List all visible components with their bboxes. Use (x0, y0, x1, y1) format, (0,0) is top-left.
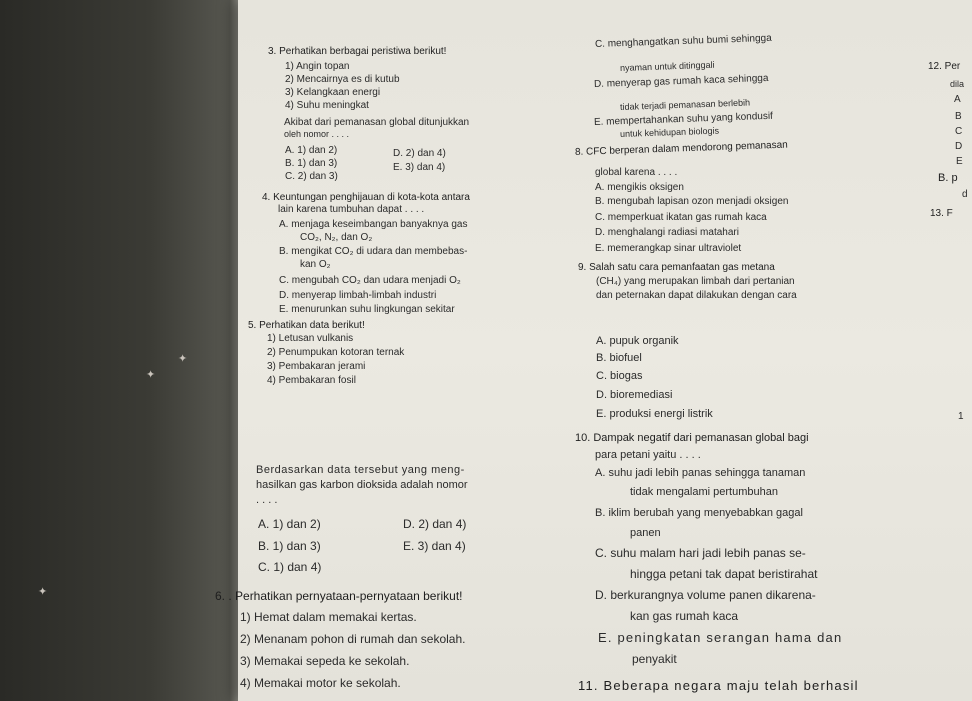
q12-stem: 12. Per (928, 61, 961, 72)
q3-item-1: 1) Angin topan (285, 61, 350, 72)
q3-option-b[interactable]: B. 1) dan 3) (285, 158, 338, 169)
q8-stem-1: 8. CFC berperan dalam mendorong pemanasan (574, 139, 788, 158)
q10-option-d-1[interactable]: D. berkurangnya volume panen dikarena- (595, 588, 816, 602)
q10-option-a-1[interactable]: A. suhu jadi lebih panas sehingga tanaman (595, 467, 806, 479)
q5-item-3: 3) Pembakaran jerami (267, 361, 366, 372)
q8-stem-2: global karena . . . . (595, 167, 678, 178)
q9-option-b[interactable]: B. biofuel (596, 352, 642, 364)
q10-option-b-1[interactable]: B. iklim berubah yang menyebabkan gagal (595, 507, 803, 519)
q9-stem-2: (CH₄) yang merupakan limbah dari pertanian (596, 276, 795, 287)
glare-spot: ✦ (146, 369, 156, 381)
q5-option-a[interactable]: A. 1) dan 2) (258, 517, 321, 531)
q8-option-b[interactable]: B. mengubah lapisan ozon menjadi oksigen (595, 196, 789, 207)
q8-option-a[interactable]: A. mengikis oksigen (595, 182, 684, 193)
q3-tail-1: Akibat dari pemanasan global ditunjukkan (284, 117, 470, 128)
q5-option-e[interactable]: E. 3) dan 4) (403, 539, 466, 553)
q3-option-e[interactable]: E. 3) dan 4) (393, 162, 446, 173)
q4-option-a-1[interactable]: A. menjaga keseimbangan banyaknya gas (279, 219, 468, 230)
q10-option-a-2: tidak mengalami pertumbuhan (630, 486, 778, 498)
q7-option-e-2: untuk kehidupan biologis (619, 125, 720, 139)
q7-option-e-1[interactable]: E. mempertahankan suhu yang kondusif (593, 110, 774, 128)
q12-option-c: C (955, 126, 963, 137)
q6-item-2: 2) Menanam pohon di rumah dan sekolah. (240, 632, 466, 646)
q12-option-e: E (956, 156, 963, 167)
q4-option-c[interactable]: C. mengubah CO₂ dan udara menjadi O₂ (279, 275, 461, 286)
q5-option-d[interactable]: D. 2) dan 4) (403, 517, 467, 531)
q10-option-e-1[interactable]: E. peningkatan serangan hama dan (598, 630, 843, 645)
q3-item-4: 4) Suhu meningkat (285, 100, 369, 111)
q12-option-d: D (955, 141, 963, 152)
q10-option-e-2: penyakit (632, 652, 677, 666)
q7-option-c-1[interactable]: C. menghangatkan suhu bumi sehingga (594, 32, 772, 50)
q11-stem: 11. Beberapa negara maju telah berhasil (578, 678, 859, 693)
q7-option-d-1[interactable]: D. menyerap gas rumah kaca sehingga (593, 72, 769, 90)
q4-option-e[interactable]: E. menurunkan suhu lingkungan sekitar (279, 304, 455, 315)
glare-spot: ✦ (38, 586, 48, 598)
q3-item-2: 2) Mencairnya es di kutub (285, 74, 400, 85)
q5-item-1: 1) Letusan vulkanis (267, 333, 354, 344)
q5-tail-3: . . . . (256, 494, 278, 506)
q5-option-b[interactable]: B. 1) dan 3) (258, 539, 321, 553)
q3-option-a[interactable]: A. 1) dan 2) (285, 145, 338, 156)
q7-option-c-2: nyaman untuk ditinggali (619, 59, 715, 73)
q6-item-3: 3) Memakai sepeda ke sekolah. (240, 654, 410, 668)
q3-option-d[interactable]: D. 2) dan 4) (393, 148, 446, 159)
q6-item-1: 1) Hemat dalam memakai kertas. (240, 610, 417, 624)
q3-option-c[interactable]: C. 2) dan 3) (285, 171, 338, 182)
q9-stem-3: dan peternakan dapat dilakukan dengan cara (596, 290, 797, 301)
col3-option-b: B. p (938, 172, 958, 184)
q9-option-d[interactable]: D. bioremediasi (596, 389, 673, 401)
col3-fragment: d (962, 189, 968, 200)
q8-option-d[interactable]: D. menghalangi radiasi matahari (595, 227, 739, 238)
q5-tail-1: Berdasarkan data tersebut yang meng- (256, 464, 465, 476)
q5-stem: 5. Perhatikan data berikut! (248, 320, 365, 331)
q7-option-d-2: tidak terjadi pemanasan berlebih (619, 97, 751, 112)
q6-stem: 6. . Perhatikan pernyataan-pernyataan berikut! (215, 589, 463, 603)
q5-option-c[interactable]: C. 1) dan 4) (258, 560, 322, 574)
q10-stem-1: 10. Dampak negatif dari pemanasan global bagi (575, 432, 809, 444)
q4-option-b-2: kan O₂ (300, 259, 331, 270)
q10-option-d-2: kan gas rumah kaca (630, 609, 739, 623)
glare-spot: ✦ (178, 353, 188, 365)
q3-stem: 3. Perhatikan berbagai peristiwa berikut! (268, 46, 447, 57)
q3-tail-2: oleh nomor . . . . (284, 129, 350, 139)
q9-stem-1: 9. Salah satu cara pemanfaatan gas metana (578, 262, 775, 273)
q3-item-3: 3) Kelangkaan energi (285, 87, 381, 98)
q9-option-c[interactable]: C. biogas (596, 370, 643, 382)
q4-option-d[interactable]: D. menyerap limbah-limbah industri (279, 290, 437, 301)
col3-fragment-2: 1 (958, 411, 964, 422)
q5-item-2: 2) Penumpukan kotoran ternak (267, 347, 405, 358)
q12-stem-2: dila (950, 79, 965, 89)
q4-stem-2: lain karena tumbuhan dapat . . . . (278, 204, 425, 215)
q10-stem-2: para petani yaitu . . . . (595, 449, 701, 461)
q4-stem-1: 4. Keuntungan penghijauan di kota-kota antara (262, 192, 470, 203)
q4-option-a-2: CO₂, N₂, dan O₂ (300, 232, 373, 243)
q8-option-c[interactable]: C. memperkuat ikatan gas rumah kaca (595, 212, 767, 223)
q10-option-c-1[interactable]: C. suhu malam hari jadi lebih panas se- (595, 546, 806, 560)
q9-option-e[interactable]: E. produksi energi listrik (596, 408, 713, 420)
q12-option-b: B (955, 111, 962, 122)
q5-item-4: 4) Pembakaran fosil (267, 375, 356, 386)
q10-option-b-2: panen (630, 527, 661, 539)
q6-item-4: 4) Memakai motor ke sekolah. (240, 676, 401, 690)
q5-tail-2: hasilkan gas karbon dioksida adalah nomor (256, 479, 468, 491)
q12-option-a: A (954, 94, 961, 105)
q13-stem: 13. F (930, 208, 953, 219)
q4-option-b-1[interactable]: B. mengikat CO₂ di udara dan membebas- (279, 246, 468, 257)
q10-option-c-2: hingga petani tak dapat beristirahat (630, 567, 818, 581)
q8-option-e[interactable]: E. memerangkap sinar ultraviolet (595, 243, 742, 254)
q9-option-a[interactable]: A. pupuk organik (596, 335, 679, 347)
